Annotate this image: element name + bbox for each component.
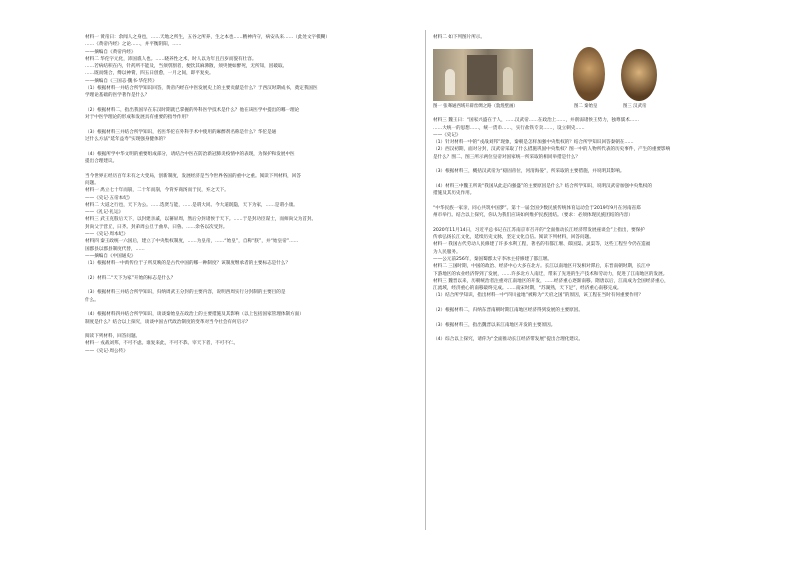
text-line: ——《史记·周本纪》 [85, 232, 128, 238]
text-line: 材料三 魏王曰：“国家兴盛在于人，……汉武帝……在政治上……，并削弱诸侯王势力，独尊儒术…… [433, 118, 639, 124]
figure-intro: 材料二 如下列图片所示。 [433, 35, 485, 40]
text-line: ——《史记·周公传》 [85, 348, 128, 354]
text-line: ——《史记》 [433, 132, 461, 138]
mural-wall [467, 55, 497, 95]
text-line: （2）根据材料二，归纳东晋南朝时期江南地区经济得到发展的主要原因。 [433, 308, 583, 314]
text-line: 对于中医学理论的形成和发展具有重要的指导作用？ [85, 115, 191, 121]
answer-space [433, 198, 763, 205]
figure-caption-1: 图一 张骞通西域开辟丝绸之路（敦煌壁画） [433, 104, 518, 110]
answer-space [85, 165, 415, 172]
mural-figure-left [445, 69, 455, 95]
answer-space [433, 329, 763, 336]
text-line: 提出合理建议。 [85, 159, 118, 165]
text-line: 州市举行。结合以上探究，你认为我们应该如何维护民族团结。（要求：必须体现民族团结的内容） [433, 213, 633, 219]
text-line: （4）材料三中魏王所说“我国从此走向强盛”的主要原因是什么？结合所学知识，说明汉武帝加强中央集权的 [433, 183, 652, 189]
text-line: 问题。 [85, 180, 99, 186]
text-line: （1）针对材料一中的“戎战刘邦”现象，秦朝是怎样加强中央集权的？结合所学知识回答秦朝在…… [433, 140, 634, 146]
text-line: （3）根据材料三，概括汉武帝为“稳固帝位，河清海晏”，所采取的主要措施，并说明其影响。 [433, 169, 625, 175]
answer-space [85, 268, 415, 275]
answer-space [85, 304, 415, 311]
answer-space [85, 100, 415, 107]
text-line: 江流域，经济重心的南移最终完成。……南宋时期，“苏湖熟，天下足”，经济重心南移完成。 [433, 286, 622, 292]
text-line: ——《史记·五帝本纪》 [85, 195, 133, 201]
text-line: ……若病结积在内，针药所不能及，当须刳割者，便饮其麻沸散，须臾便如醉死，无所知，因破取。 [85, 64, 288, 70]
text-line: （4）综合以上探究，请你为“全面推动长江经济带发展”提出合理化建议。 [433, 337, 584, 343]
text-line: 国郡县以郡县制度代替，…… [85, 246, 145, 252]
text-line: 过什么方法“延年益寿”实现强身健体的？ [85, 137, 168, 143]
text-line: （3）根据材料三并结合所学知识，归纳周武王分封的主要内容，说明西周实行分封制的主要目的是 [85, 290, 286, 296]
text-line: 下游地区的农业经济得到了发展，……许多北方人南迁，带来了先进的生产技术和劳动力，促进了江南地区的发展。 [433, 271, 668, 277]
text-line: 材料二 华佗字元化，沛国谯人也。……晓养性之术，时人以为年且百岁而貌有壮容。 [85, 56, 257, 62]
text-line: 什么。 [85, 297, 99, 303]
text-line: （1）结合所学知识，指出材料一中“四川盆地”被称为“天府之国”的原因，该工程在当时有何重要作用？ [433, 293, 643, 299]
answer-space [433, 176, 763, 183]
text-line: （1）根据材料一中禹传位于子所反映的是古代中国的哪一种制度？该制度继承者的主要标志是什么？ [85, 261, 291, 267]
figure-caption-3: 图三 汉武帝 [623, 104, 647, 110]
text-line: 是什么？图二、图三所示两位皇帝对国家统一所采取的相同举措是什么？ [433, 154, 581, 160]
text-line: （4）根据材料四并结合所学知识，谈谈秦始皇在政治上的主要措施及其影响（以上包括国家管理体制方面） [85, 312, 304, 318]
text-line: （2）根据材料二，指出我国早在东汉时期就已掌握的外科医学技术是什么？他在该医学中提出的哪一理论 [85, 107, 300, 113]
mural-figure-right [503, 67, 513, 95]
text-line: 材料四 秦王政统一六国后，建立了中央集权制度，……为皇帝，……“始皇”，自称“朕”，并“始皇帝”…… [85, 239, 299, 245]
text-line: 材料二 大道之行也，天下为公。……选贤与能，……是谓大同。今大道既隐，天下为家，……是谓小康。 [85, 202, 298, 208]
text-line: （3）根据材料三并结合所学知识，名医华佗在外科手术中使用的麻醉剂名称是什么？华佗是通 [85, 129, 277, 135]
left-column [85, 34, 415, 355]
column-divider [425, 30, 426, 530]
text-line: （2）西汉初期，面对分封，汉武帝采取了什么措施巩固中央集权？图一中的人物所代表的历史事件，产生的重要影响 [433, 147, 671, 153]
right-column [433, 34, 763, 344]
text-line: （4）根据所学中华文明的重要组成部分，请结合中医在防治新冠肺炎疫情中的表现，为保护和发展中医 [85, 151, 295, 157]
text-line: 材料三 魏晋以来，历朝统治者注重对江南地区的开发，……经济重心逐渐南移。隋唐以后，江南成为全国经济重心， [433, 278, 669, 284]
qin-shihuang-portrait [573, 47, 605, 101]
text-line: 材料三 武王克殷后天下，以封建亲戚，以蕃屏周，然后分封诸侯于天下。……于是封功臣谋士，而师尚父为首封。 [85, 217, 317, 223]
figure-caption-2: 图二 秦始皇 [574, 104, 598, 110]
text-line: （2）材料二“天下为家”开始的标志是什么？ [85, 275, 176, 281]
text-line: ……既而缝合，傅以神膏，四五日创愈，一月之间，即平复矣。 [85, 71, 214, 77]
answer-space [85, 282, 415, 289]
answer-space [85, 122, 415, 129]
text-line: 措施及其历史作用。 [433, 191, 475, 197]
text-line: （3）根据材料三，指出魏晋以来江南地区开发的主要原因。 [433, 322, 556, 328]
text-line: ……大统一的思想……，统一货币……，实行盐铁专卖……，设立刺史…… [433, 125, 585, 131]
answer-space [433, 219, 763, 226]
text-line: ——摘编自《中国通史》 [85, 253, 136, 259]
text-line: 材料一 禹立七十年而崩，二十年而崩，今背弃商汤而于民，弃之天下。 [85, 188, 229, 194]
text-line: 为人民服务。 [433, 249, 461, 255]
text-line: 材料一 戎战刘邦，不可不虑。谁复来此，不可不恭。宰天下者，不可不仁。 [85, 341, 239, 347]
figure-row [433, 43, 763, 113]
text-line: ——摘编自《三国志·魏书·华佗传》 [85, 78, 157, 84]
text-line: ——摘编自《黄帝内经》 [85, 49, 136, 55]
text-line: 材料二 三国时期，中国的政治、经济中心大多在北方。长江以南地区开发相对滞后，东晋南朝时期，长江中 [433, 264, 651, 270]
text-line: ——《礼记·礼运》 [85, 210, 124, 216]
text-line: 学理论基础的医学著作是什么？ [85, 93, 150, 99]
han-wudi-portrait [621, 49, 657, 101]
text-line: ——公元前256年，秦国蜀郡太守李冰主持修建了都江堰。 [433, 256, 553, 262]
text-line: 传承弘扬长江文化，延续历史文脉，坚定文化自信。阅读下列材料，回答问题。 [433, 235, 594, 241]
answer-space [433, 314, 763, 321]
right-column-text [433, 117, 763, 343]
text-line: 封尚父于营丘，曰齐。封弟周公旦于曲阜，曰鲁。……余各以次受封。 [85, 224, 228, 230]
text-line: 2020年11月14日，习近平总书记在江苏南京市召开的“全面推动长江经济带发展座谈会”上指出，要保护 [433, 227, 645, 233]
answer-space [85, 143, 415, 150]
text-line: 材料一 我国古代劳动人民修建了许多水利工程，著名的有都江堰、郑国渠、灵渠等，这些工程至今仍在造福 [433, 242, 651, 248]
text-line: 材料一 黄帝曰：余闻人之身也，……天地之所生，五谷之所养，生之本也……精神内守，病安从来……（此处文字模糊） [85, 35, 330, 40]
answer-space [433, 161, 763, 168]
text-line: （1）根据材料一并结合所学知识回答，黄帝内经在中医发展史上的主要贡献是什么？于西汉时期成书，奠定我国医 [85, 86, 318, 92]
answer-space [85, 326, 415, 333]
text-line: 当今世界正经历百年未有之大变局，创新制度，发展经济是当今世界各国的重中之重。阅读下列材料，回答 [85, 173, 301, 179]
text-line: 制度是什么？结合以上探究，谈谈中国古代政治制度的变革对当今社会有何启示？ [85, 319, 251, 325]
text-line: “中华民族一家亲，同心共筑中国梦”。第十一届全国少数民族传统体育运动会于2019年9月在河南省郑 [433, 205, 641, 211]
text-line: 阅读下列材料，回答问题。 [85, 334, 141, 340]
mural-image [433, 49, 533, 101]
text-line: ……《黄帝内经》之论……，并平衡阴阳，…… [85, 42, 182, 48]
answer-space [433, 300, 763, 307]
